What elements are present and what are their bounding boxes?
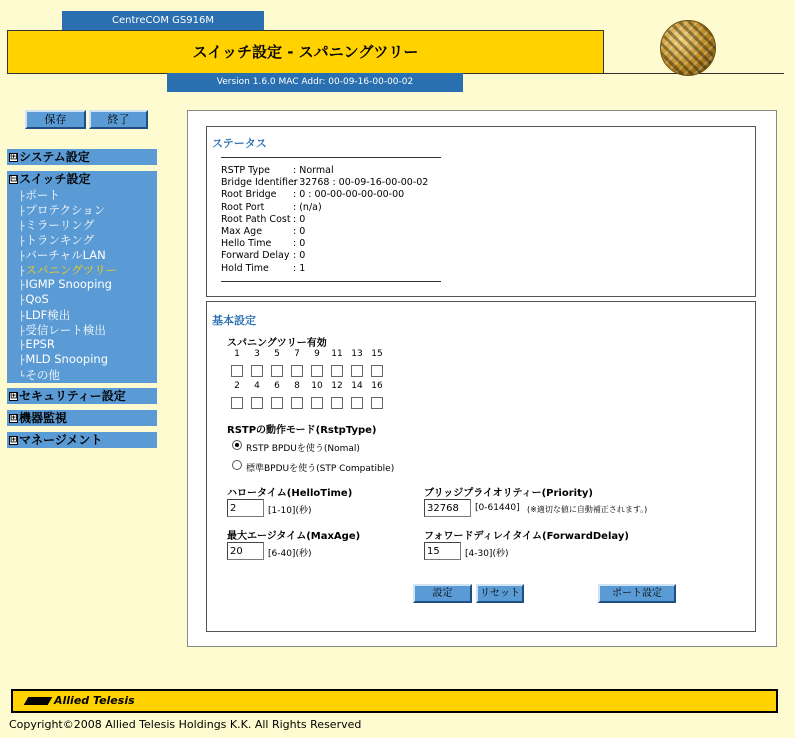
tree-branch-icon: ├ [19,341,25,351]
tree-branch-icon: ├ [19,296,25,306]
max-age-label: 最大エージタイム(MaxAge) [227,531,361,542]
status-row [221,165,334,176]
tree-branch-icon: ├ [19,192,25,202]
save-button[interactable]: 保存 [25,110,86,129]
priority-range: [0-61440] [475,503,520,513]
port-10-checkbox[interactable] [311,397,323,409]
max-age-range: [6-40](秒) [268,549,312,559]
collapse-icon: ⊟ [10,174,18,184]
tree-branch-icon: ├ [19,281,25,291]
status-row [221,202,322,213]
status-key: Hello Time [221,238,272,250]
sidebar-item-port[interactable] [19,187,60,203]
port-number-label: 11 [331,349,343,359]
port-5-checkbox[interactable] [271,365,283,377]
sidebar-item-label: QoS [25,292,49,306]
sidebar-item-mld-snooping[interactable] [19,352,108,366]
copyright: Copyright©2008 Allied Telesis Holdings K.K. All Rights Reserved [9,718,362,731]
status-row [221,238,305,249]
status-divider-bottom [221,281,441,282]
port-number-label: 7 [294,349,300,359]
sidebar-item-label: プロテクション [25,203,106,217]
allied-telesis-logo [26,694,135,707]
sidebar-item-label: EPSR [25,337,55,351]
status-value: : 0 [293,238,306,250]
page-title: スイッチ設定 - スパニングツリー [7,30,604,74]
port-number-label: 1 [234,349,240,359]
max-age-input[interactable] [227,542,264,560]
sidebar-switch-label: スイッチ設定 [19,172,91,186]
port-number-label: 13 [351,349,363,359]
port-number-label: 14 [351,381,363,391]
mode-stp-compatible-label: 標準BPDUを使う(STP Compatible) [246,464,395,474]
port-number-label: 16 [371,381,383,391]
port-4-checkbox[interactable] [251,397,263,409]
sidebar-switch[interactable] [7,171,91,187]
port-number-label: 3 [254,349,260,359]
sidebar-item-protection[interactable] [19,202,105,218]
port-number-label: 10 [311,381,323,391]
priority-label: ブリッジプライオリティー(Priority) [424,488,593,499]
expand-icon: ⊞ [10,435,18,445]
forward-delay-label: フォワードディレイタイム(ForwardDelay) [424,531,629,542]
port-3-checkbox[interactable] [251,365,263,377]
status-key: Forward Delay [221,250,290,262]
status-value: : 0 [293,213,306,225]
sidebar-item-label: 受信レート検出 [25,323,106,337]
sidebar-item-label: LDF検出 [25,308,71,322]
status-row [221,226,305,237]
stp-enable-label: スパニングツリー有効 [227,338,327,349]
mode-stp-compatible-radio[interactable] [232,460,242,470]
status-key: Root Path Cost [221,213,291,225]
port-number-label: 4 [254,381,260,391]
sidebar-item-label: バーチャルLAN [25,248,106,262]
tree-branch-icon: ├ [19,356,25,366]
hello-time-label: ハロータイム(HelloTime) [227,488,353,499]
tree-branch-icon: ├ [19,267,25,277]
model-tab: CentreCOM GS916M [62,11,264,31]
version-info: Version 1.6.0 MAC Addr: 00-09-16-00-00-02 [167,73,463,92]
status-key: Root Port [221,201,265,213]
status-key: Root Bridge [221,189,277,201]
status-value: : 0 [293,250,306,262]
tree-branch-icon: ├ [19,312,25,322]
port-number-label: 9 [314,349,320,359]
port-number-label: 12 [331,381,343,391]
status-row [221,177,428,188]
sidebar-item-label: MLD Snooping [25,352,109,366]
expand-icon: ⊞ [10,413,18,423]
sidebar-switch-group [7,171,157,383]
sidebar-system[interactable] [7,149,157,165]
status-key: Bridge Identifier [221,177,298,189]
port-16-checkbox[interactable] [371,397,383,409]
apply-button[interactable]: 設定 [413,584,472,603]
sidebar-system-label: システム設定 [19,150,90,164]
port-6-checkbox[interactable] [271,397,283,409]
sidebar-item-trunking[interactable] [19,232,94,248]
priority-note: (※適切な値に自動補正されます。) [527,505,648,514]
sidebar-item-ldf[interactable] [19,307,70,323]
sidebar-management[interactable] [7,432,157,448]
tree-branch-icon: ├ [19,237,25,247]
sidebar-item-mirroring[interactable] [19,217,94,233]
forward-delay-range: [4-30](秒) [465,549,509,559]
allied-telesis-logo-icon [24,697,53,705]
sidebar-item-label: ポート [25,188,60,202]
status-value: : 0 [293,226,306,237]
sidebar-item-other[interactable] [19,367,60,383]
status-row [221,214,305,225]
sidebar-item-rx-rate[interactable] [19,322,106,338]
sidebar-item-epsr[interactable] [19,337,55,351]
status-value: : 1 [293,262,306,274]
port-12-checkbox[interactable] [331,397,343,409]
status-row [221,263,305,274]
forward-delay-input[interactable] [424,542,461,560]
priority-input[interactable] [424,499,471,517]
sidebar-item-label: トランキング [25,233,95,247]
hello-time-input[interactable] [227,499,264,517]
sidebar-security[interactable] [7,388,157,404]
port-number-label: 8 [294,381,300,391]
status-row [221,250,305,261]
sidebar-monitor[interactable] [7,410,157,426]
status-row [221,189,404,200]
sidebar-item-vlan[interactable] [19,247,106,263]
sidebar-item-label: ミラーリング [25,218,95,232]
hello-time-range: [1-10](秒) [268,506,312,516]
exit-button[interactable]: 終了 [89,110,148,129]
sidebar-management-label: マネージメント [19,433,103,447]
tree-branch-icon: ├ [19,252,25,262]
port-settings-button[interactable]: ポート設定 [598,584,676,603]
tree-end-icon: └ [19,372,25,382]
sidebar-security-label: セキュリティー設定 [19,389,126,403]
port-number-label: 6 [274,381,280,391]
tree-branch-icon: ├ [19,207,25,217]
status-title: ステータス [212,137,267,150]
port-number-label: 15 [371,349,383,359]
sidebar-item-label: スパニングツリー [25,263,118,277]
expand-icon: ⊞ [10,152,18,162]
sidebar-monitor-label: 機器監視 [19,411,68,425]
status-value: : (n/a) [293,201,322,213]
port-9-checkbox[interactable] [311,365,323,377]
sidebar-item-spanning-tree[interactable] [19,262,117,278]
mode-rstp-label: RSTP BPDUを使う(Nomal) [246,444,360,454]
port-11-checkbox[interactable] [331,365,343,377]
status-key: RSTP Type [221,165,271,176]
sidebar-item-label: IGMP Snooping [25,277,112,291]
sidebar-item-label: その他 [25,368,60,382]
tree-branch-icon: ├ [19,222,25,232]
sidebar-item-igmp-snooping[interactable] [19,277,112,291]
globe-logo-icon [660,20,716,76]
status-value: : Normal [293,165,334,176]
status-value: : 32768 : 00-09-16-00-00-02 [293,177,429,189]
port-2-checkbox[interactable] [231,397,243,409]
status-value: : 0 : 00-00-00-00-00-00 [293,189,405,201]
mode-rstp-radio[interactable] [232,440,242,450]
port-7-checkbox[interactable] [291,365,303,377]
tree-branch-icon: ├ [19,327,25,337]
sidebar-item-qos[interactable] [19,292,49,306]
reset-button[interactable]: リセット [476,584,524,603]
status-key: Hold Time [221,262,269,274]
port-14-checkbox[interactable] [351,397,363,409]
status-divider-top [221,157,441,158]
logo-text: Allied Telesis [54,694,135,707]
port-15-checkbox[interactable] [371,365,383,377]
basic-settings-title: 基本設定 [212,314,256,327]
port-1-checkbox[interactable] [231,365,243,377]
port-13-checkbox[interactable] [351,365,363,377]
rstp-mode-label: RSTPの動作モード(RstpType) [227,425,377,436]
port-8-checkbox[interactable] [291,397,303,409]
port-number-label: 5 [274,349,280,359]
status-key: Max Age [221,226,263,237]
port-number-label: 2 [234,381,240,391]
expand-icon: ⊞ [10,391,18,401]
